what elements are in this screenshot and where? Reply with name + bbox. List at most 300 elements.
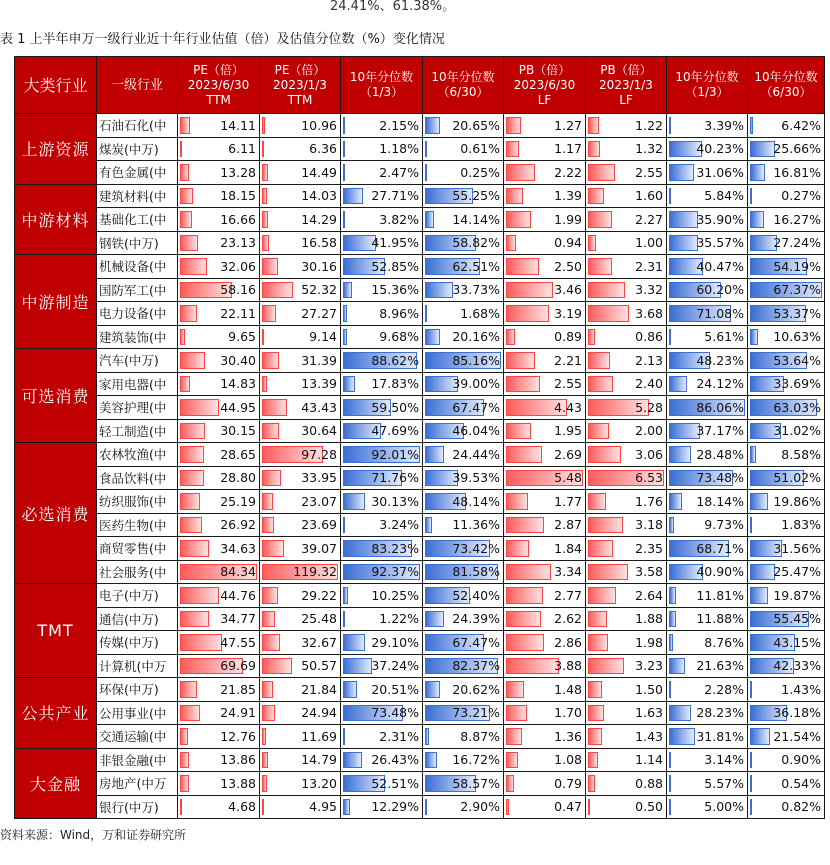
header-row bbox=[15, 57, 825, 114]
cell-value: 42.33% bbox=[773, 658, 821, 674]
cell-value: 4.43 bbox=[554, 399, 582, 415]
cell-value: 32.06 bbox=[220, 258, 256, 274]
data-bar bbox=[262, 470, 281, 487]
cell-value: 1.84 bbox=[554, 540, 582, 556]
value-cell-pe-0630 bbox=[178, 678, 260, 702]
cell-value: 84.34 bbox=[220, 564, 256, 580]
cell-value: 23.07 bbox=[301, 493, 337, 509]
industry-cell: 建筑装饰(中 bbox=[97, 325, 178, 349]
value-cell-pb-0630 bbox=[504, 443, 586, 467]
cell-value: 1.68% bbox=[460, 305, 500, 321]
value-cell-pe-pct-0630 bbox=[423, 161, 504, 185]
value-cell-pe-0630 bbox=[178, 184, 260, 208]
table-row bbox=[15, 114, 825, 138]
data-bar bbox=[750, 587, 768, 604]
value-cell-pb-pct-0630 bbox=[748, 137, 825, 161]
data-bar bbox=[343, 188, 363, 205]
cell-value: 16.66 bbox=[220, 211, 256, 227]
value-cell-pe-pct-0630 bbox=[423, 795, 504, 819]
cell-value: 10.25% bbox=[371, 587, 419, 603]
table-row bbox=[15, 419, 825, 443]
data-bar bbox=[343, 141, 345, 158]
cell-value: 44.95 bbox=[220, 399, 256, 415]
data-bar bbox=[425, 681, 440, 698]
cell-value: 81.58% bbox=[452, 564, 500, 580]
value-cell-pe-pct-0630 bbox=[423, 654, 504, 678]
value-cell-pe-pct-0103 bbox=[341, 349, 423, 373]
value-cell-pe-pct-0630 bbox=[423, 560, 504, 584]
cell-value: 1.27 bbox=[554, 117, 582, 133]
value-cell-pe-pct-0630 bbox=[423, 255, 504, 279]
cell-value: 31.56% bbox=[773, 540, 821, 556]
cell-value: 0.94 bbox=[554, 235, 582, 251]
cell-value: 0.27% bbox=[781, 188, 821, 204]
data-bar bbox=[506, 423, 531, 440]
data-bar bbox=[506, 329, 515, 346]
value-cell-pe-0630 bbox=[178, 560, 260, 584]
value-cell-pe-0103 bbox=[260, 631, 341, 655]
cell-value: 3.34 bbox=[554, 564, 582, 580]
value-cell-pe-pct-0630 bbox=[423, 208, 504, 232]
value-cell-pe-0103 bbox=[260, 584, 341, 608]
value-cell-pb-0630 bbox=[504, 208, 586, 232]
value-cell-pe-0630 bbox=[178, 725, 260, 749]
cell-value: 26.43% bbox=[371, 752, 419, 768]
cell-value: 2.15% bbox=[379, 117, 419, 133]
data-bar bbox=[180, 141, 182, 158]
data-bar bbox=[588, 211, 612, 228]
data-bar bbox=[425, 329, 440, 346]
data-bar bbox=[588, 681, 602, 698]
cell-value: 1.22 bbox=[635, 117, 663, 133]
data-bar bbox=[343, 752, 362, 769]
cell-value: 3.58 bbox=[635, 564, 663, 580]
data-bar bbox=[262, 611, 275, 628]
cell-value: 2.28% bbox=[704, 681, 744, 697]
industry-cell: 有色金属(中 bbox=[97, 161, 178, 185]
cell-value: 44.76 bbox=[220, 587, 256, 603]
header-industry: 一级行业 bbox=[97, 57, 178, 114]
value-cell-pb-0630 bbox=[504, 772, 586, 796]
value-cell-pb-pct-0630 bbox=[748, 748, 825, 772]
value-cell-pe-0630 bbox=[178, 396, 260, 420]
value-cell-pb-pct-0103 bbox=[667, 443, 748, 467]
value-cell-pb-0103 bbox=[586, 513, 667, 537]
value-cell-pe-0103 bbox=[260, 161, 341, 185]
table-row bbox=[15, 795, 825, 819]
value-cell-pb-0630 bbox=[504, 161, 586, 185]
value-cell-pe-pct-0630 bbox=[423, 466, 504, 490]
data-bar bbox=[506, 352, 535, 369]
data-bar bbox=[180, 376, 190, 393]
cell-value: 2.13 bbox=[635, 352, 663, 368]
table-row bbox=[15, 396, 825, 420]
cell-value: 55.45% bbox=[773, 611, 821, 627]
cell-value: 41.95% bbox=[371, 235, 419, 251]
industry-cell: 汽车(中万) bbox=[97, 349, 178, 373]
data-bar bbox=[588, 282, 625, 299]
data-bar bbox=[506, 681, 524, 698]
value-cell-pb-pct-0630 bbox=[748, 208, 825, 232]
data-bar bbox=[262, 305, 276, 322]
data-bar bbox=[750, 164, 765, 181]
cell-value: 14.11 bbox=[220, 117, 256, 133]
value-cell-pe-pct-0103 bbox=[341, 208, 423, 232]
data-bar bbox=[425, 446, 444, 463]
cell-value: 5.00% bbox=[704, 799, 744, 815]
data-bar bbox=[180, 611, 209, 628]
value-cell-pe-0103 bbox=[260, 278, 341, 302]
value-cell-pb-0103 bbox=[586, 466, 667, 490]
value-cell-pb-0630 bbox=[504, 114, 586, 138]
cell-value: 2.47% bbox=[379, 164, 419, 180]
data-bar bbox=[506, 164, 535, 181]
value-cell-pb-pct-0103 bbox=[667, 725, 748, 749]
table-row bbox=[15, 466, 825, 490]
cell-value: 23.13 bbox=[220, 235, 256, 251]
cell-value: 1.83% bbox=[781, 517, 821, 533]
data-bar bbox=[669, 493, 682, 510]
cell-value: 39.53% bbox=[452, 470, 500, 486]
data-bar bbox=[180, 705, 200, 722]
value-cell-pb-pct-0630 bbox=[748, 513, 825, 537]
value-cell-pe-0103 bbox=[260, 184, 341, 208]
cell-value: 59.50% bbox=[371, 399, 419, 415]
value-cell-pe-pct-0630 bbox=[423, 396, 504, 420]
data-bar bbox=[180, 329, 185, 346]
cell-value: 50.57 bbox=[301, 658, 337, 674]
cell-value: 1.43% bbox=[781, 681, 821, 697]
value-cell-pb-pct-0103 bbox=[667, 772, 748, 796]
cell-value: 35.57% bbox=[696, 235, 744, 251]
data-bar bbox=[669, 799, 671, 816]
cell-value: 1.22% bbox=[379, 611, 419, 627]
data-bar bbox=[180, 470, 204, 487]
cell-value: 1.77 bbox=[554, 493, 582, 509]
cell-value: 13.86 bbox=[220, 752, 256, 768]
data-bar bbox=[343, 376, 355, 393]
industry-cell: 传媒(中万) bbox=[97, 631, 178, 655]
value-cell-pe-0630 bbox=[178, 302, 260, 326]
cell-value: 2.69 bbox=[554, 446, 582, 462]
value-cell-pe-0630 bbox=[178, 325, 260, 349]
header-pe-0630: PE（倍） 2023/6/30 TTM bbox=[178, 57, 260, 114]
cell-value: 2.55 bbox=[635, 164, 663, 180]
data-bar bbox=[588, 799, 590, 816]
data-bar bbox=[750, 446, 756, 463]
category-cell: TMT bbox=[15, 584, 97, 678]
value-cell-pe-0103 bbox=[260, 490, 341, 514]
cell-value: 9.68% bbox=[379, 329, 419, 345]
data-bar bbox=[425, 164, 427, 181]
value-cell-pb-0103 bbox=[586, 631, 667, 655]
value-cell-pb-pct-0103 bbox=[667, 795, 748, 819]
value-cell-pe-0103 bbox=[260, 208, 341, 232]
category-cell: 中游制造 bbox=[15, 255, 97, 349]
cell-value: 31.81% bbox=[696, 728, 744, 744]
data-bar bbox=[425, 282, 453, 299]
cell-value: 52.32 bbox=[301, 282, 337, 298]
industry-cell: 社会服务(中 bbox=[97, 560, 178, 584]
data-bar bbox=[588, 611, 607, 628]
value-cell-pe-pct-0630 bbox=[423, 325, 504, 349]
value-cell-pb-pct-0103 bbox=[667, 748, 748, 772]
cell-value: 27.24% bbox=[773, 235, 821, 251]
cell-value: 15.36% bbox=[371, 282, 419, 298]
cell-value: 14.14% bbox=[452, 211, 500, 227]
data-bar bbox=[180, 117, 190, 134]
value-cell-pe-0630 bbox=[178, 443, 260, 467]
cell-value: 14.79 bbox=[301, 752, 337, 768]
value-cell-pe-pct-0103 bbox=[341, 184, 423, 208]
data-bar bbox=[262, 634, 280, 651]
cell-value: 3.39% bbox=[704, 117, 744, 133]
cell-value: 1.14 bbox=[635, 752, 663, 768]
cell-value: 16.58 bbox=[301, 235, 337, 251]
cell-value: 2.64 bbox=[635, 587, 663, 603]
cell-value: 2.00 bbox=[635, 423, 663, 439]
data-bar bbox=[262, 141, 264, 158]
data-bar bbox=[506, 141, 519, 158]
data-bar bbox=[506, 446, 542, 463]
cell-value: 73.48% bbox=[696, 470, 744, 486]
cell-value: 33.73% bbox=[452, 282, 500, 298]
value-cell-pb-pct-0630 bbox=[748, 396, 825, 420]
cell-value: 20.51% bbox=[371, 681, 419, 697]
data-bar bbox=[180, 188, 193, 205]
cell-value: 43.43 bbox=[301, 399, 337, 415]
value-cell-pe-0103 bbox=[260, 607, 341, 631]
data-bar bbox=[669, 188, 671, 205]
cell-value: 48.23% bbox=[696, 352, 744, 368]
value-cell-pe-0630 bbox=[178, 161, 260, 185]
value-cell-pe-0103 bbox=[260, 748, 341, 772]
value-cell-pe-0103 bbox=[260, 372, 341, 396]
data-bar bbox=[343, 587, 348, 604]
data-bar bbox=[262, 376, 267, 393]
industry-cell: 商贸零售(中 bbox=[97, 537, 178, 561]
value-cell-pb-pct-0103 bbox=[667, 654, 748, 678]
cell-value: 73.21% bbox=[452, 705, 500, 721]
value-cell-pb-pct-0103 bbox=[667, 208, 748, 232]
cell-value: 39.07 bbox=[301, 540, 337, 556]
industry-cell: 通信(中万) bbox=[97, 607, 178, 631]
value-cell-pe-pct-0630 bbox=[423, 349, 504, 373]
value-cell-pe-pct-0103 bbox=[341, 114, 423, 138]
cell-value: 3.23 bbox=[635, 658, 663, 674]
cell-value: 2.55 bbox=[554, 376, 582, 392]
cell-value: 1.36 bbox=[554, 728, 582, 744]
value-cell-pb-pct-0103 bbox=[667, 255, 748, 279]
data-bar bbox=[750, 211, 764, 228]
data-bar bbox=[669, 235, 698, 252]
industry-cell: 纺织服饰(中 bbox=[97, 490, 178, 514]
value-cell-pe-0103 bbox=[260, 560, 341, 584]
table-row bbox=[15, 443, 825, 467]
cell-value: 3.06 bbox=[635, 446, 663, 462]
cell-value: 23.69 bbox=[301, 517, 337, 533]
cell-value: 31.39 bbox=[301, 352, 337, 368]
value-cell-pb-pct-0103 bbox=[667, 560, 748, 584]
cell-value: 22.11 bbox=[220, 305, 256, 321]
cell-value: 54.19% bbox=[773, 258, 821, 274]
cell-value: 30.40 bbox=[220, 352, 256, 368]
data-bar bbox=[506, 611, 541, 628]
value-cell-pe-pct-0630 bbox=[423, 607, 504, 631]
value-cell-pb-0103 bbox=[586, 795, 667, 819]
table-row bbox=[15, 208, 825, 232]
data-bar bbox=[750, 799, 752, 816]
cell-value: 60.20% bbox=[696, 282, 744, 298]
cell-value: 3.82% bbox=[379, 211, 419, 227]
value-cell-pe-0103 bbox=[260, 466, 341, 490]
data-bar bbox=[669, 728, 695, 745]
cell-value: 3.18 bbox=[635, 517, 663, 533]
data-bar bbox=[669, 329, 671, 346]
industry-cell: 非银金融(中 bbox=[97, 748, 178, 772]
cell-value: 30.64 bbox=[301, 423, 337, 439]
data-bar bbox=[506, 376, 540, 393]
table-row bbox=[15, 278, 825, 302]
data-bar bbox=[262, 540, 284, 557]
value-cell-pb-pct-0630 bbox=[748, 678, 825, 702]
industry-cell: 轻工制造(中 bbox=[97, 419, 178, 443]
value-cell-pb-0103 bbox=[586, 255, 667, 279]
data-bar bbox=[588, 329, 595, 346]
value-cell-pb-pct-0103 bbox=[667, 161, 748, 185]
data-bar bbox=[262, 752, 268, 769]
data-bar bbox=[750, 141, 775, 158]
value-cell-pe-0630 bbox=[178, 513, 260, 537]
value-cell-pb-0630 bbox=[504, 748, 586, 772]
industry-cell: 电子(中万) bbox=[97, 584, 178, 608]
data-bar bbox=[506, 564, 551, 581]
cell-value: 24.91 bbox=[220, 705, 256, 721]
industry-cell: 公用事业(中 bbox=[97, 701, 178, 725]
value-cell-pe-0630 bbox=[178, 631, 260, 655]
cell-value: 24.94 bbox=[301, 705, 337, 721]
cell-value: 27.27 bbox=[301, 305, 337, 321]
cell-value: 29.10% bbox=[371, 634, 419, 650]
data-bar bbox=[669, 376, 687, 393]
data-bar bbox=[262, 705, 275, 722]
table-row bbox=[15, 772, 825, 796]
data-bar bbox=[262, 282, 293, 299]
industry-cell: 计算机(中万 bbox=[97, 654, 178, 678]
value-cell-pe-0630 bbox=[178, 607, 260, 631]
data-bar bbox=[669, 446, 691, 463]
value-cell-pb-0630 bbox=[504, 137, 586, 161]
industry-cell: 交通运输(中 bbox=[97, 725, 178, 749]
cell-value: 5.61% bbox=[704, 329, 744, 345]
data-bar bbox=[262, 258, 278, 275]
value-cell-pe-0630 bbox=[178, 748, 260, 772]
value-cell-pb-pct-0630 bbox=[748, 795, 825, 819]
data-bar bbox=[180, 587, 219, 604]
cell-value: 73.42% bbox=[452, 540, 500, 556]
cell-value: 2.40 bbox=[635, 376, 663, 392]
cell-value: 1.18% bbox=[379, 141, 419, 157]
data-bar bbox=[262, 423, 279, 440]
value-cell-pe-pct-0103 bbox=[341, 537, 423, 561]
value-cell-pb-0103 bbox=[586, 748, 667, 772]
value-cell-pe-pct-0630 bbox=[423, 701, 504, 725]
value-cell-pb-0103 bbox=[586, 701, 667, 725]
data-bar bbox=[180, 775, 189, 792]
cell-value: 6.53 bbox=[635, 470, 663, 486]
industry-cell: 石油石化(中 bbox=[97, 114, 178, 138]
cell-value: 40.90% bbox=[696, 564, 744, 580]
cell-value: 62.51% bbox=[452, 258, 500, 274]
cell-value: 28.48% bbox=[696, 446, 744, 462]
data-bar bbox=[669, 681, 671, 698]
value-cell-pb-pct-0630 bbox=[748, 701, 825, 725]
data-bar bbox=[425, 752, 437, 769]
value-cell-pb-pct-0103 bbox=[667, 349, 748, 373]
cell-value: 52.51% bbox=[371, 775, 419, 791]
cell-value: 2.90% bbox=[460, 799, 500, 815]
value-cell-pb-pct-0103 bbox=[667, 278, 748, 302]
value-cell-pe-pct-0630 bbox=[423, 513, 504, 537]
value-cell-pe-0103 bbox=[260, 513, 341, 537]
value-cell-pb-pct-0630 bbox=[748, 584, 825, 608]
cell-value: 68.71% bbox=[696, 540, 744, 556]
data-bar bbox=[343, 681, 357, 698]
data-bar bbox=[343, 329, 347, 346]
cell-value: 31.02% bbox=[773, 423, 821, 439]
table-row bbox=[15, 607, 825, 631]
data-bar bbox=[180, 235, 198, 252]
value-cell-pe-pct-0103 bbox=[341, 490, 423, 514]
cell-value: 30.16 bbox=[301, 258, 337, 274]
value-cell-pb-0103 bbox=[586, 302, 667, 326]
data-bar bbox=[180, 164, 189, 181]
value-cell-pb-pct-0630 bbox=[748, 560, 825, 584]
data-bar bbox=[588, 117, 599, 134]
data-bar bbox=[588, 634, 608, 651]
data-bar bbox=[506, 799, 509, 816]
data-bar bbox=[343, 611, 345, 628]
cell-value: 2.35 bbox=[635, 540, 663, 556]
header-pb-pct-0630: 10年分位数 （6/30） bbox=[748, 57, 825, 114]
cell-value: 9.73% bbox=[704, 517, 744, 533]
value-cell-pb-0630 bbox=[504, 607, 586, 631]
value-cell-pe-pct-0103 bbox=[341, 302, 423, 326]
industry-cell: 食品饮料(中 bbox=[97, 466, 178, 490]
value-cell-pb-0103 bbox=[586, 560, 667, 584]
value-cell-pb-pct-0630 bbox=[748, 278, 825, 302]
value-cell-pb-pct-0103 bbox=[667, 184, 748, 208]
value-cell-pe-0630 bbox=[178, 654, 260, 678]
cell-value: 6.42% bbox=[781, 117, 821, 133]
data-bar bbox=[669, 517, 674, 534]
cell-value: 20.65% bbox=[452, 117, 500, 133]
data-bar bbox=[669, 117, 671, 134]
data-bar bbox=[262, 117, 265, 134]
data-bar bbox=[669, 423, 700, 440]
cell-value: 1.32 bbox=[635, 141, 663, 157]
cell-value: 92.37% bbox=[371, 564, 419, 580]
value-cell-pe-pct-0103 bbox=[341, 137, 423, 161]
cell-value: 27.71% bbox=[371, 188, 419, 204]
cell-value: 35.90% bbox=[696, 211, 744, 227]
cell-value: 5.84% bbox=[704, 188, 744, 204]
table-row bbox=[15, 490, 825, 514]
value-cell-pe-0630 bbox=[178, 114, 260, 138]
data-bar bbox=[588, 752, 598, 769]
value-cell-pb-0103 bbox=[586, 584, 667, 608]
data-bar bbox=[588, 775, 595, 792]
